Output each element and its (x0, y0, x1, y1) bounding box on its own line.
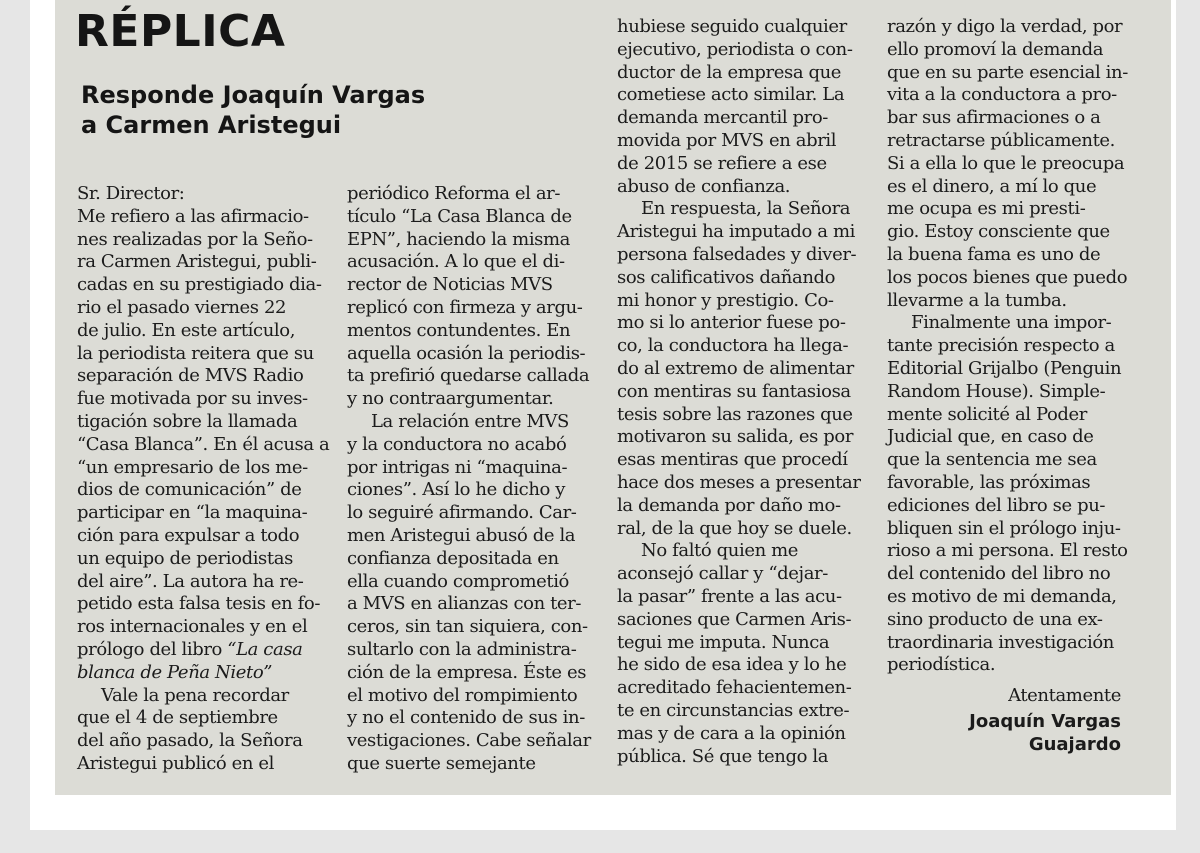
text-line: men Aristegui abusó de la (347, 524, 576, 546)
text-line: tículo “La Casa Blanca de (347, 205, 572, 227)
text-line: acusación. A lo que el di- (347, 251, 565, 273)
text-line: bar sus afirmaciones o a (887, 107, 1101, 129)
text-line: esas mentiras que procedí (617, 449, 848, 471)
text-line: llevarme a la tumba. (887, 289, 1067, 311)
text-line: demanda mercantil pro- (617, 107, 828, 129)
text-line: la pasar” frente a las acu- (617, 585, 842, 607)
text-line: que la sentencia me sea (887, 449, 1097, 471)
text-line: de 2015 se refiere a ese (617, 152, 827, 174)
text-line: mo si lo anterior fuese po- (617, 312, 846, 334)
paragraph-start: Vale la pena recordar (101, 684, 289, 706)
text-line: de julio. En este artículo, (77, 319, 296, 341)
text-line: abuso de confianza. (617, 175, 791, 197)
text-line: con mentiras su fantasiosa (617, 380, 851, 402)
text-line: EPN”, haciendo la misma (347, 228, 571, 250)
section-title: RÉPLICA (75, 6, 286, 57)
text-line: tegui me imputa. Nunca (617, 631, 830, 653)
text-line: del contenido del libro no (887, 563, 1111, 585)
headline-line-2: a Carmen Aristegui (81, 111, 342, 139)
text-line: el motivo del rompimiento (347, 684, 578, 706)
text-line: aquella ocasión la periodis- (347, 342, 586, 364)
closing-text: Atentamente (1008, 685, 1121, 707)
text-line: ejecutivo, periodista o con- (617, 38, 853, 60)
text-line: traordinaria investigación (887, 631, 1114, 653)
text-line: aconsejó callar y “dejar- (617, 563, 828, 585)
text-line: que el 4 de septiembre (77, 707, 278, 729)
text-line: mas y de cara a la opinión (617, 722, 846, 744)
text-line: gio. Estoy consciente que (887, 221, 1110, 243)
text-line: mentos contundentes. En (347, 319, 571, 341)
text-line: tante precisión respecto a (887, 335, 1115, 357)
text-line: que suerte semejante (347, 752, 536, 774)
text-line: la periodista reitera que su (77, 342, 314, 364)
column-3 (617, 16, 861, 795)
text-line: a MVS en alianzas con ter- (347, 593, 582, 615)
text-line: y la conductora no acabó (347, 433, 567, 455)
text-line: sino producto de una ex- (887, 608, 1103, 630)
text-line: confianza depositada en (347, 547, 559, 569)
text-line: razón y digo la verdad, por (887, 16, 1123, 37)
text-line: Aristegui publicó en el (77, 752, 275, 774)
signature-line-1: Joaquín Vargas (969, 710, 1121, 732)
text-line: vita a la conductora a pro- (887, 84, 1117, 106)
text-line: ceros, sin tan siquiera, con- (347, 616, 588, 638)
text-line: Si a ella lo que le preocupa (887, 152, 1125, 174)
text-line: dios de comunicación” de (77, 479, 302, 501)
text-line: es motivo de mi demanda, (887, 585, 1117, 607)
text-line: mi honor y prestigio. Co- (617, 289, 834, 311)
text-line: tigación sobre la llamada (77, 410, 298, 432)
text-line: motivaron su salida, es por (617, 426, 854, 448)
text-line: hace dos meses a presentar (617, 471, 861, 493)
text-line: periodística. (887, 654, 996, 676)
text-line: ciones”. Así lo he dicho y (347, 479, 566, 501)
text-line: te en circunstancias extre- (617, 699, 850, 721)
text-line: Me refiero a las afirmacio- (77, 205, 309, 227)
text-line: participar en “la maquina- (77, 502, 308, 524)
text-line: rio el pasado viernes 22 (77, 296, 287, 318)
text-line: he sido de esa idea y lo he (617, 654, 847, 676)
text-line: movida por MVS en abril (617, 129, 837, 151)
text-line: vestigaciones. Cabe señalar (347, 730, 591, 752)
paragraph-start: Finalmente una impor- (911, 312, 1112, 334)
text-line: sultarlo con la administra- (347, 638, 577, 660)
column-1 (77, 183, 330, 795)
text-line: ción para expulsar a todo (77, 524, 300, 546)
text-line: un equipo de periodistas (77, 547, 293, 569)
text-line: cadas en su prestigiado dia- (77, 274, 322, 296)
text-line: ediciones del libro se pu- (887, 494, 1106, 516)
text-line: me ocupa es mi presti- (887, 198, 1086, 220)
text-line: favorable, las próximas (887, 471, 1091, 493)
text-line: petido esta falsa tesis en fo- (77, 593, 321, 615)
text-line: “un empresario de los me- (77, 456, 308, 478)
text-line: saciones que Carmen Aris- (617, 608, 852, 630)
text-line-with-italic-title: prólogo del libro “La casa (77, 638, 303, 660)
italic-book-title-part-2: blanca de Peña Nieto” (77, 661, 273, 683)
text-line: Random House). Simple- (887, 380, 1106, 402)
text-line: pública. Sé que tengo la (617, 745, 829, 767)
text-line: tesis sobre las razones que (617, 403, 853, 425)
text-line: ductor de la empresa que (617, 61, 842, 83)
text-line: acreditado fehacientemen- (617, 677, 852, 699)
newspaper-clipping (55, 0, 1171, 795)
text-line: sos calificativos dañando (617, 266, 836, 288)
text-line: periódico Reforma el ar- (347, 183, 561, 204)
text-line: y no contraargumentar. (347, 388, 554, 410)
text-line: ella cuando comprometió (347, 570, 569, 592)
text-line: la demanda por daño mo- (617, 494, 841, 516)
column-4 (887, 16, 1128, 795)
text-line: “Casa Blanca”. En él acusa a (77, 433, 330, 455)
text-line: fue motivada por su inves- (77, 388, 308, 410)
text-line: por intrigas ni “maquina- (347, 456, 568, 478)
text-line: ra Carmen Aristegui, publi- (77, 251, 317, 273)
text-line: Judicial que, en caso de (887, 426, 1094, 448)
text-line: hubiese seguido cualquier (617, 16, 847, 37)
text-line: ello promoví la demanda (887, 38, 1104, 60)
text-line: lo seguiré afirmando. Car- (347, 502, 577, 524)
text-line: la buena fama es uno de (887, 243, 1101, 265)
text-line: que en su parte esencial in- (887, 61, 1128, 83)
salutation: Sr. Director: (77, 183, 185, 204)
text-line: ral, de la que hoy se duele. (617, 517, 852, 539)
text-line: rector de Noticias MVS (347, 274, 553, 296)
text-line: Editorial Grijalbo (Penguin (887, 357, 1122, 379)
text-line: mente solicité al Poder (887, 403, 1087, 425)
paragraph-start: No faltó quien me (641, 540, 799, 562)
article-headline (81, 80, 425, 140)
text-line: cometiese acto similar. La (617, 84, 845, 106)
text-line: rioso a mi persona. El resto (887, 540, 1128, 562)
text-line: do al extremo de alimentar (617, 357, 854, 379)
text-line: Aristegui ha imputado a mi (617, 221, 855, 243)
text-line: ta prefirió quedarse callada (347, 365, 590, 387)
text-line: replicó con firmeza y argu- (347, 296, 583, 318)
text-line: es el dinero, a mí lo que (887, 175, 1097, 197)
text-line: persona falsedades y diver- (617, 243, 857, 265)
text-line: co, la conductora ha llega- (617, 335, 849, 357)
text-line: separación de MVS Radio (77, 365, 304, 387)
paragraph-start: La relación entre MVS (371, 410, 569, 432)
text-line: bliquen sin el prólogo inju- (887, 517, 1121, 539)
text-line: y no el contenido de sus in- (347, 707, 585, 729)
italic-book-title-part-1: “La casa (227, 638, 303, 660)
text-line: ción de la empresa. Éste es (347, 661, 587, 683)
signature-line-2: Guajardo (1028, 733, 1121, 755)
text-line: retractarse públicamente. (887, 129, 1115, 151)
text-line: ros internacionales y en el (77, 616, 308, 638)
text-line: nes realizadas por la Seño- (77, 228, 313, 250)
paragraph-start: En respuesta, la Señora (641, 198, 851, 220)
text-line: del año pasado, la Señora (77, 730, 303, 752)
headline-line-1: Responde Joaquín Vargas (81, 81, 426, 109)
column-2 (347, 183, 591, 795)
text-line: del aire”. La autora ha re- (77, 570, 304, 592)
text-line: los pocos bienes que puedo (887, 266, 1128, 288)
